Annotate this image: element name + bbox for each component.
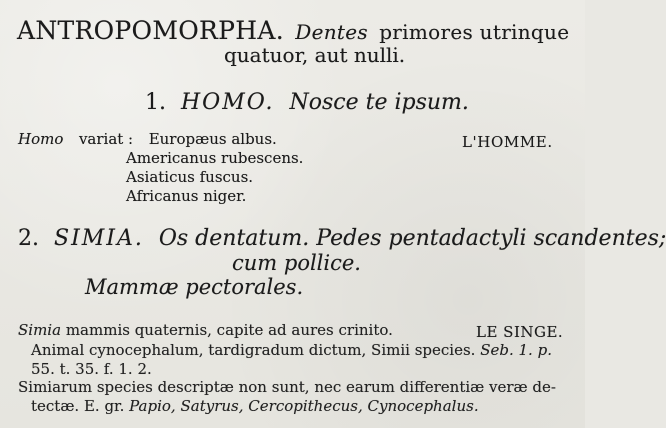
homo-variant-americanus: Americanus rubescens. (126, 149, 304, 167)
section-1-motto: Nosce te ipsum. (289, 90, 469, 115)
simia-line-2-prefix: Animal cynocephalum, tardigradum dictum, Simii species. (31, 341, 476, 359)
simia-line-2-ref: Seb. 1. p. (480, 341, 552, 359)
simia-name-papio: Papio, (129, 397, 176, 415)
heading-italic: Dentes (295, 20, 368, 44)
section-2-title (18, 228, 666, 250)
heading-main: ANTROPOMORPHA. (17, 16, 284, 45)
section-2-line2: cum pollice. (232, 251, 361, 275)
homo-label: Homo (18, 130, 64, 148)
section-1-number: 1. (145, 90, 166, 115)
section-2-line3: Mammæ pectorales. (85, 275, 304, 299)
simia-line-1-rest: mammis quaternis, capite ad aures crinito. (65, 321, 393, 339)
page-heading (17, 18, 569, 43)
simia-right-label: LE SINGE. (476, 323, 564, 341)
section-2-line1-rest: Os dentatum. Pedes pentadactyli scandentes; (158, 226, 666, 251)
simia-line-2 (31, 343, 552, 358)
simia-line-1 (18, 323, 393, 338)
homo-variant-asiaticus: Asiaticus fuscus. (126, 168, 254, 186)
simia-name-cercopithecus: Cercopithecus, (248, 397, 363, 415)
simia-name-satyrus: Satyrus, (180, 397, 244, 415)
section-1-genus: HOMO. (181, 90, 275, 115)
heading-second-line: quatuor, aut nulli. (224, 43, 406, 67)
section-2-genus: SIMIA. (54, 226, 144, 251)
simia-line-5-prefix: tectæ. E. gr. (31, 397, 125, 415)
simia-name-cynocephalus: Cynocephalus. (367, 397, 479, 415)
homo-first-variant: Europæus albus. (148, 130, 277, 148)
homo-variant-africanus: Africanus niger. (126, 187, 247, 205)
simia-line-5 (31, 399, 479, 414)
section-1-title (145, 92, 469, 114)
section-2-number: 2. (18, 226, 39, 251)
simia-line-3: 55. t. 35. f. 1. 2. (31, 360, 152, 378)
homo-right-label: L'HOMME. (462, 133, 553, 151)
heading-rest: primores utrinque (379, 20, 570, 44)
simia-line-4: Simiarum species descriptæ non sunt, nec earum differentiæ veræ de- (18, 378, 556, 396)
homo-variat-line (18, 132, 277, 147)
simia-italic: Simia (18, 321, 62, 339)
homo-variat: variat : (78, 130, 134, 148)
